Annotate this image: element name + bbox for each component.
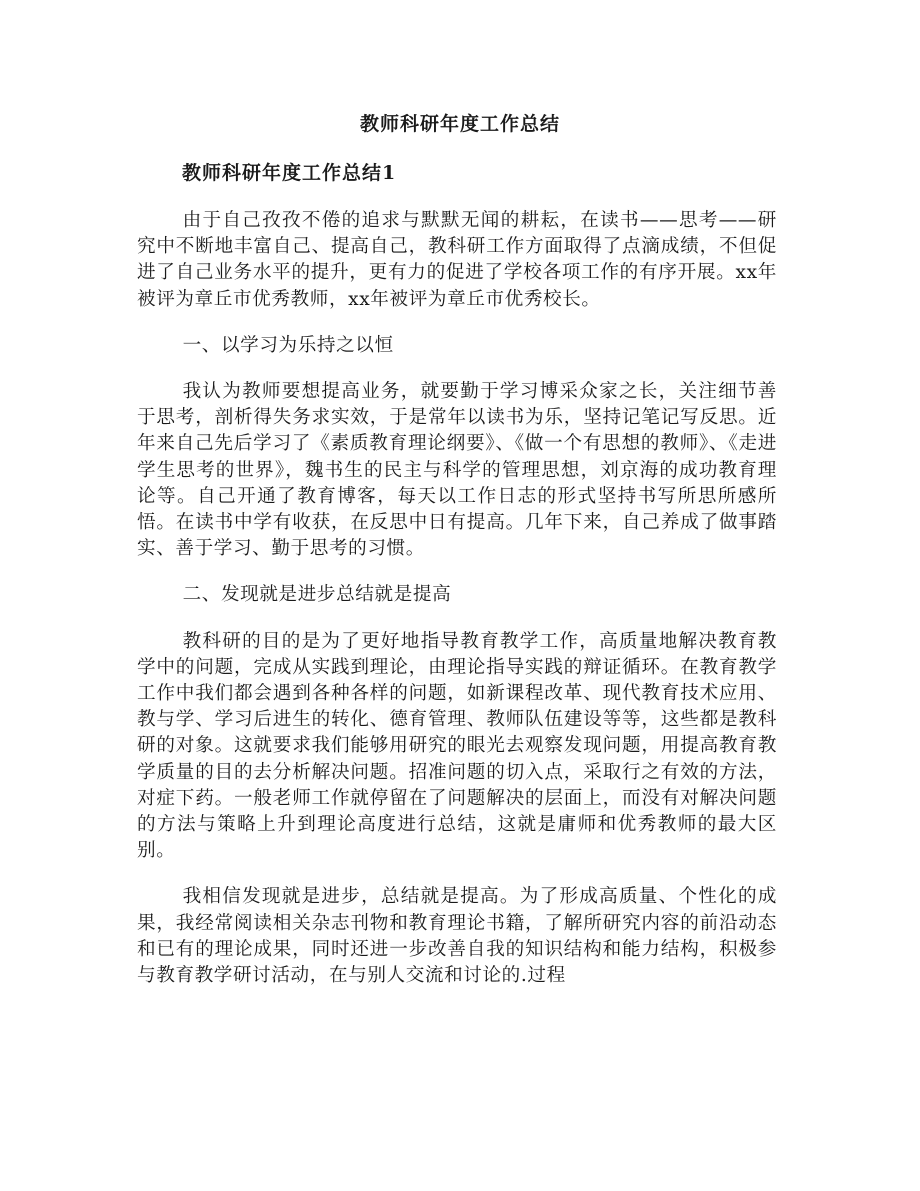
paragraph-summary: 我相信发现就是进步，总结就是提高。为了形成高质量、个性化的成果，我经常阅读相关杂志刊物和教育理论书籍，了解所研究内容的前沿动态和已有的理论成果，同时还进一步改善自我的知识结构和能力结构，积极参与教育教学研讨活动，在与别人交流和讨论的.过程 [137, 886, 777, 987]
document-body [137, 208, 777, 1009]
heading-discovery: 二、发现就是进步总结就是提高 [182, 584, 452, 606]
heading-learning: 一、以学习为乐持之以恒 [182, 334, 394, 356]
paragraph-learning: 我认为教师要想提高业务，就要勤于学习博采众家之长，关注细节善于思考，剖析得失务求实效，于是常年以读书为乐，坚持记笔记写反思。近年来自己先后学习了《素质教育理论纲要》、《做一个有思想的教师》、《走进学生思考的世界》，魏书生的民主与科学的管理思想，刘京海的成功教育理论等。自己开通了教育博客，每天以工作日志的形式坚持书写所思所感所悟。在读书中学有收获，在反思中日有提高。几年下来，自己养成了做事踏实、善于学习、勤于思考的习惯。 [137, 381, 777, 560]
section-title: 教师科研年度工作总结1 [182, 162, 397, 184]
paragraph-research-purpose: 教科研的目的是为了更好地指导教育教学工作，高质量地解决教育教学中的问题，完成从实践到理论，由理论指导实践的辩证循环。在教育教学工作中我们都会遇到各种各样的问题，如新课程改革、现代教育技术应用、教与学、学习后进生的转化、德育管理、教师队伍建设等等，这些都是教科研的对象。这就要求我们能够用研究的眼光去观察发现问题，用提高教育教学质量的目的去分析解决问题。招准问题的切入点，采取行之有效的方法，对症下药。一般老师工作就停留在了问题解决的层面上，而没有对解决问题的方法与策略上升到理论高度进行总结，这就是庸师和优秀教师的最大区别。 [137, 630, 777, 862]
paragraph-intro: 由于自己孜孜不倦的追求与默默无闻的耕耘，在读书——思考——研究中不断地丰富自己、提高自己，教科研工作方面取得了点滴成绩，不但促进了自己业务水平的提升，更有力的促进了学校各项工作的有序开展。xx年被评为章丘市优秀教师，xx年被评为章丘市优秀校长。 [137, 210, 777, 310]
document-title: 教师科研年度工作总结 [359, 113, 560, 135]
